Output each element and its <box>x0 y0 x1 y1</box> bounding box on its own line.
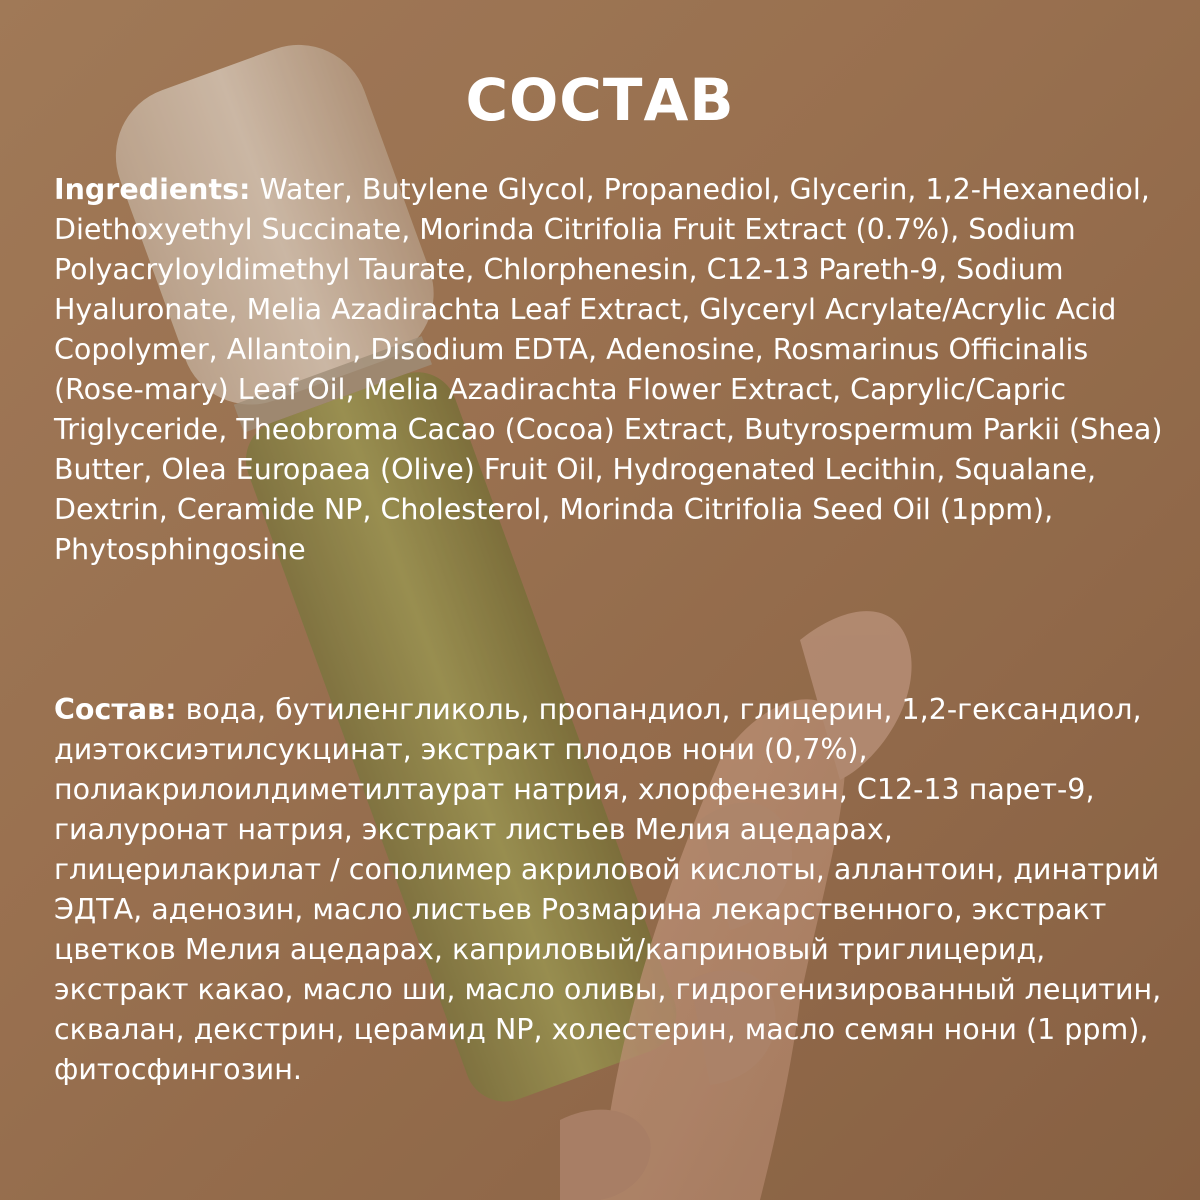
ingredients-russian-block <box>54 690 1164 1090</box>
ingredients-russian-text: вода, бутиленгликоль, пропандиол, глицерин, 1,2-гександиол, диэтоксиэтилсукцинат, экстракт плодов нони (0,7%), полиакрилоилдиметилтаурат натрия, хлорфенезин, C12-13 парет-9, гиалуронат натрия, экстракт листьев Мелия ацедарах, глицерилакрилат / сополимер акриловой кислоты, аллантоин, динатрий ЭДТА, аденозин, масло листьев Розмарина лекарственного, экстракт цветков Мелия ацедарах, каприловый/каприновый триглицерид, экстракт какао, масло ши, масло оливы, гидрогенизированный лецитин, сквалан, декстрин, церамид NP, холестерин, масло семян нони (1 ppm), фитосфингозин. <box>54 693 1162 1086</box>
ingredients-english-label: Ingredients: <box>54 173 251 206</box>
ingredients-english-text: Water, Butylene Glycol, Propanediol, Glycerin, 1,2-Hexanediol, Diethoxyethyl Succinate, Morinda Citrifolia Fruit Extract (0.7%), Sodium PolyacryloyIdimethyl Taurate, Chlorphenesin, C12-13 Pareth-9, Sodium Hyaluronate, Melia Azadirachta Leaf Extract, Glyceryl Acrylate/Acrylic Acid Copolymer, Allantoin, Disodium EDTA, Adenosine, Rosmarinus Officinalis (Rose-mary) Leaf Oil, Melia Azadirachta Flower Extract, Caprylic/Capric Triglyceride, Theobroma Cacao (Cocoa) Extract, Butyrospermum Parkii (Shea) Butter, Olea Europaea (Olive) Fruit Oil, Hydrogenated Lecithin, Squalane, Dextrin, Ceramide NP, Cholesterol, Morinda Citrifolia Seed Oil (1ppm), Phytosphingosine <box>54 173 1163 566</box>
page-title: СОСТАВ <box>465 66 735 134</box>
ingredients-russian-label: Состав: <box>54 693 177 726</box>
ingredients-english-block <box>54 170 1164 570</box>
